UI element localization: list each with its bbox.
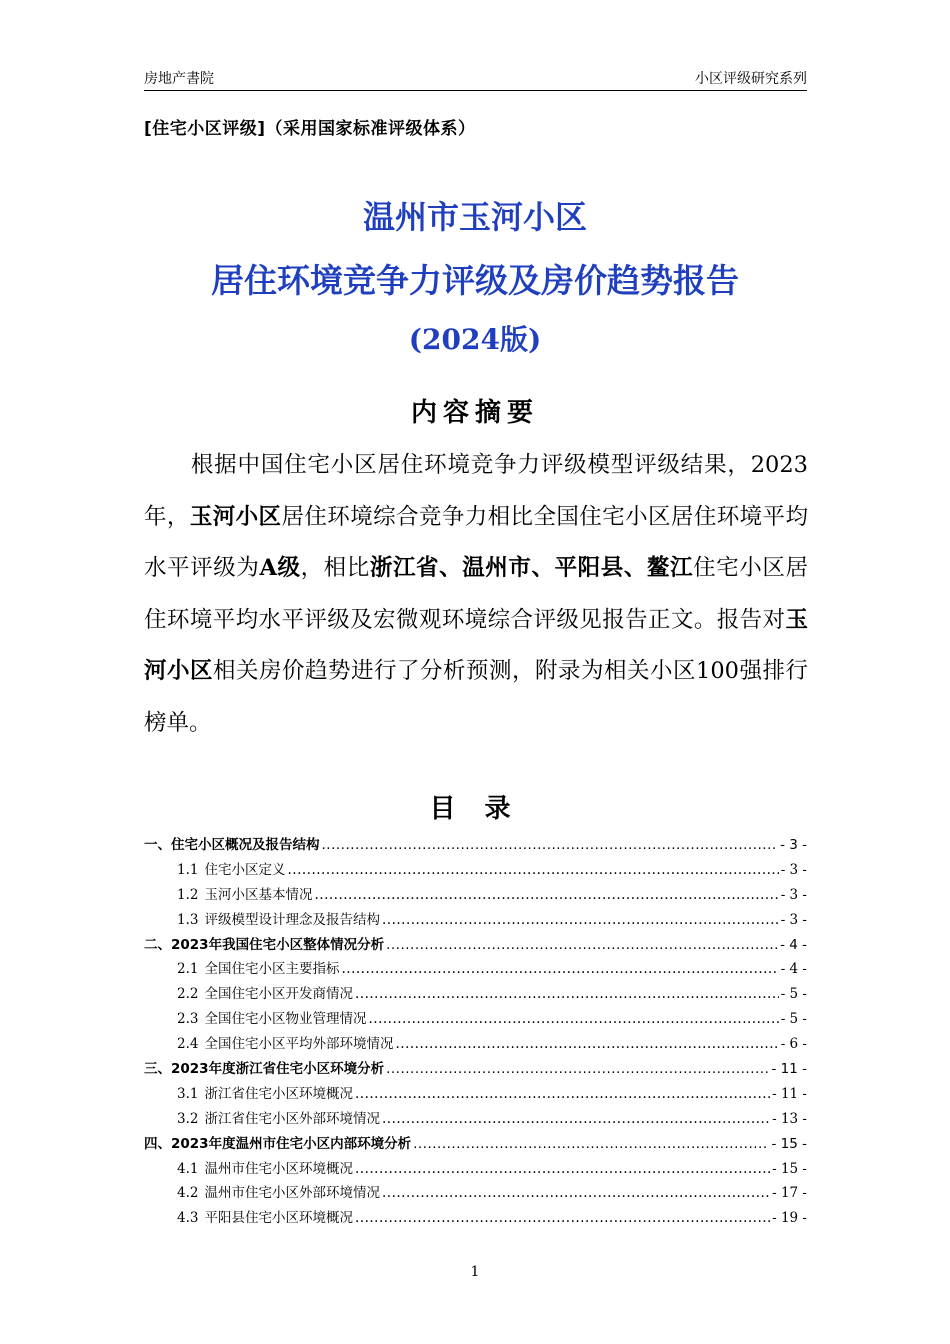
toc-dot-leader bbox=[386, 937, 778, 953]
toc-dot-leader bbox=[355, 1161, 770, 1177]
report-title-line-1: 温州市玉河小区 bbox=[362, 198, 587, 236]
table-of-contents bbox=[144, 833, 807, 1231]
toc-entry-page: - 5 - bbox=[780, 986, 807, 1003]
toc-entry-number: 2.4 bbox=[177, 1036, 199, 1053]
toc-section-entry[interactable] bbox=[144, 883, 807, 908]
toc-dot-leader bbox=[382, 912, 779, 928]
toc-dot-leader bbox=[355, 1086, 770, 1102]
toc-dot-leader bbox=[322, 837, 779, 853]
toc-entry-number: 四、 bbox=[144, 1135, 171, 1152]
toc-entry-title: 住宅小区定义 bbox=[204, 861, 286, 878]
abstract-emphasis: A级 bbox=[259, 555, 301, 581]
toc-section-entry[interactable] bbox=[144, 1157, 807, 1182]
toc-entry-page: - 11 - bbox=[771, 1061, 807, 1078]
toc-entry-number: 1.2 bbox=[177, 886, 199, 903]
toc-chapter-entry[interactable] bbox=[144, 933, 807, 958]
abstract-run: 相关房价趋势进行了分析预测，附录为相关小区100强排行榜单。 bbox=[144, 658, 808, 736]
toc-entry-page: - 11 - bbox=[772, 1085, 807, 1102]
toc-entry-title: 住宅小区概况及报告结构 bbox=[171, 837, 320, 853]
toc-entry-number: 三、 bbox=[144, 1061, 171, 1078]
abstract-run: ，相比 bbox=[300, 555, 370, 581]
toc-entry-title: 温州市住宅小区环境概况 bbox=[204, 1160, 353, 1177]
toc-chapter-entry[interactable] bbox=[144, 1057, 807, 1082]
toc-heading: 目 录 bbox=[429, 794, 521, 824]
toc-entry-page: - 15 - bbox=[771, 1135, 807, 1152]
toc-entry-number: 2.3 bbox=[177, 1011, 199, 1028]
toc-entry-page: - 3 - bbox=[780, 861, 807, 878]
toc-section-entry[interactable] bbox=[144, 1181, 807, 1206]
abstract-heading: 内容摘要 bbox=[410, 398, 539, 428]
abstract-run: 居住环境综合竞争力相比全国住宅小区居住环境平均水平评级为 bbox=[144, 503, 808, 581]
toc-entry-number: 4.3 bbox=[177, 1210, 199, 1227]
toc-section-entry[interactable] bbox=[144, 908, 807, 933]
toc-entry-page: - 6 - bbox=[780, 1036, 807, 1053]
toc-entry-number: 2.2 bbox=[177, 986, 199, 1003]
toc-entry-page: - 4 - bbox=[780, 961, 807, 978]
report-edition: (2024版) bbox=[408, 323, 542, 356]
toc-section-entry[interactable] bbox=[144, 1007, 807, 1032]
report-title-line-2: 居住环境竞争力评级及房价趋势报告 bbox=[211, 261, 739, 300]
abstract-run: 根据中国住宅小区居住环境竞争力评级模型评级结果，2023年， bbox=[144, 452, 808, 530]
toc-section-entry[interactable] bbox=[144, 1032, 807, 1057]
toc-entry-page: - 3 - bbox=[780, 886, 807, 903]
abstract-emphasis: 玉河小区 bbox=[189, 503, 282, 530]
toc-dot-leader bbox=[314, 887, 778, 903]
abstract-emphasis: 玉河小区 bbox=[144, 606, 808, 684]
toc-dot-leader bbox=[355, 986, 779, 1002]
toc-entry-number: 1.1 bbox=[177, 861, 199, 878]
toc-entry-title: 浙江省住宅小区环境概况 bbox=[204, 1085, 353, 1102]
toc-entry-page: - 17 - bbox=[772, 1185, 807, 1202]
toc-dot-leader bbox=[386, 1061, 769, 1077]
toc-section-entry[interactable] bbox=[144, 1082, 807, 1107]
abstract-run: 住宅小区居住环境平均水平评级及宏微观环境综合评级见报告正文。报告对 bbox=[144, 555, 808, 633]
toc-section-entry[interactable] bbox=[144, 858, 807, 883]
toc-entry-title: 浙江省住宅小区外部环境情况 bbox=[204, 1110, 380, 1127]
toc-entry-title: 全国住宅小区开发商情况 bbox=[204, 986, 353, 1003]
abstract-paragraph bbox=[144, 440, 808, 749]
toc-entry-number: 二、 bbox=[144, 936, 171, 953]
toc-dot-leader bbox=[368, 1011, 778, 1027]
toc-entry-title: 全国住宅小区主要指标 bbox=[204, 961, 340, 978]
toc-entry-number: 4.2 bbox=[177, 1185, 199, 1202]
toc-dot-leader bbox=[382, 1111, 770, 1127]
toc-entry-title: 评级模型设计理念及报告结构 bbox=[204, 911, 380, 928]
toc-entry-number: 4.1 bbox=[177, 1160, 199, 1177]
toc-entry-page: - 5 - bbox=[780, 1011, 807, 1028]
abstract-emphasis: 浙江省、温州市、平阳县、鳌江 bbox=[369, 555, 694, 581]
toc-entry-title: 全国住宅小区物业管理情况 bbox=[204, 1011, 367, 1028]
abstract-text bbox=[144, 452, 808, 736]
toc-dot-leader bbox=[413, 1136, 769, 1152]
report-category-tag: [住宅小区评级]（采用国家标准评级体系） bbox=[144, 119, 476, 139]
toc-entry-page: - 3 - bbox=[780, 837, 807, 853]
toc-entry-number: 1.3 bbox=[177, 911, 199, 928]
toc-entry-number: 3.2 bbox=[177, 1110, 199, 1127]
toc-dot-leader bbox=[355, 1210, 770, 1226]
header-right-text: 小区评级研究系列 bbox=[695, 71, 807, 87]
toc-entry-title: 2023年度浙江省住宅小区环境分析 bbox=[171, 1061, 385, 1078]
page-number: 1 bbox=[470, 1264, 480, 1280]
toc-dot-leader bbox=[382, 1185, 770, 1201]
toc-entry-number: 3.1 bbox=[177, 1085, 199, 1102]
toc-entry-title: 玉河小区基本情况 bbox=[204, 886, 313, 903]
toc-entry-page: - 3 - bbox=[780, 911, 807, 928]
toc-entry-page: - 13 - bbox=[772, 1110, 807, 1127]
page-header bbox=[144, 64, 807, 91]
toc-dot-leader bbox=[341, 961, 778, 977]
toc-entry-title: 全国住宅小区平均外部环境情况 bbox=[204, 1036, 394, 1053]
toc-dot-leader bbox=[287, 862, 778, 878]
toc-entry-page: - 15 - bbox=[772, 1160, 807, 1177]
toc-entry-number: 一、 bbox=[144, 837, 171, 853]
toc-entry-page: - 4 - bbox=[780, 936, 807, 953]
toc-section-entry[interactable] bbox=[144, 1206, 807, 1231]
toc-chapter-entry[interactable] bbox=[144, 1132, 807, 1157]
toc-entry-number: 2.1 bbox=[177, 961, 199, 978]
header-left-text: 房地产書院 bbox=[144, 71, 214, 87]
toc-entry-title: 2023年我国住宅小区整体情况分析 bbox=[171, 936, 385, 953]
toc-chapter-entry[interactable] bbox=[144, 833, 807, 858]
toc-section-entry[interactable] bbox=[144, 982, 807, 1007]
toc-dot-leader bbox=[395, 1036, 778, 1052]
toc-entry-title: 2023年度温州市住宅小区内部环境分析 bbox=[171, 1135, 412, 1152]
toc-section-entry[interactable] bbox=[144, 1107, 807, 1132]
toc-section-entry[interactable] bbox=[144, 957, 807, 982]
toc-entry-title: 平阳县住宅小区环境概况 bbox=[204, 1210, 353, 1227]
toc-entry-title: 温州市住宅小区外部环境情况 bbox=[204, 1185, 380, 1202]
toc-entry-page: - 19 - bbox=[772, 1210, 807, 1227]
